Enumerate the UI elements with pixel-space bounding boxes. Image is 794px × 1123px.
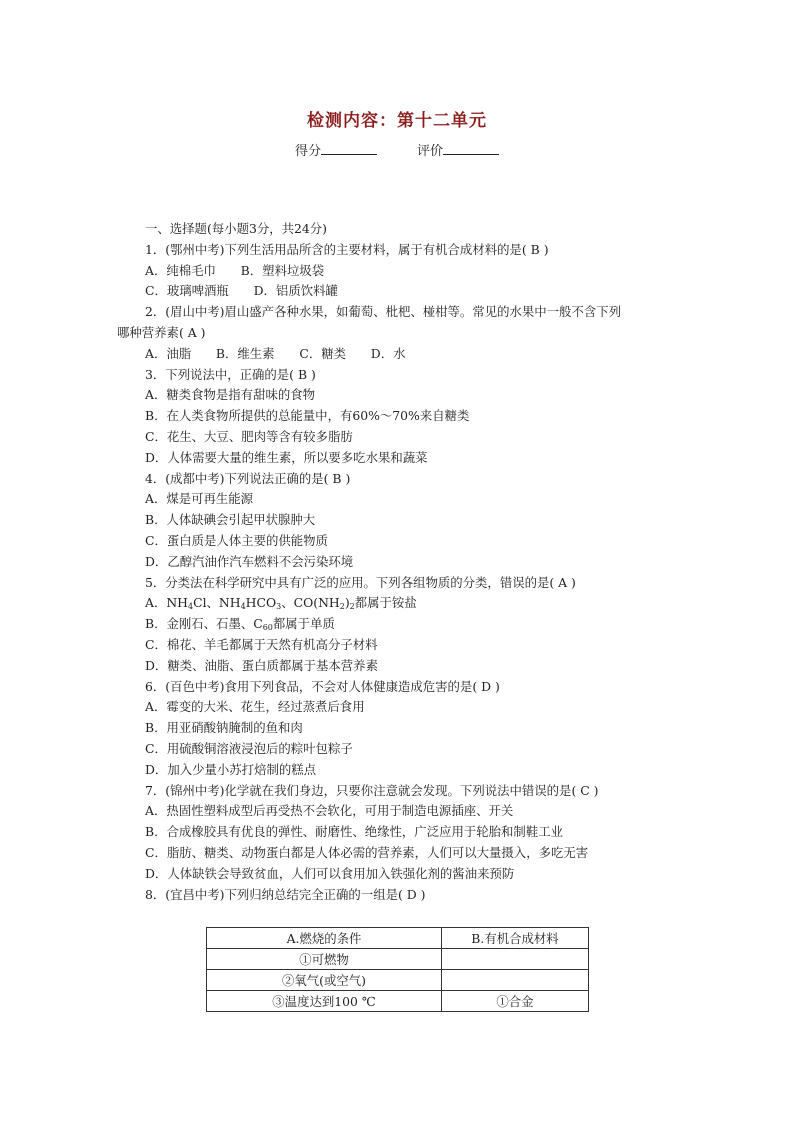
q7-option-a: A．热固性塑料成型后再受热不会软化，可用于制造电源插座、开关 [145,803,514,819]
eval-blank[interactable] [443,142,499,155]
q5-option-d: D．糖类、油脂、蛋白质都属于基本营养素 [145,657,378,673]
q3-option-b: B．在人类食物所提供的总能量中，有60%～70%来自糖类 [145,408,470,424]
q3-option-c: C．花生、大豆、肥肉等含有较多脂肪 [145,428,353,444]
q4-option-b: B．人体缺碘会引起甲状腺肿大 [145,512,316,528]
q4-stem: 4．(成都中考)下列说法正确的是( B ) [145,470,351,486]
q5-option-a: A．$NH_4Cl$、$NH_4HCO_3$、$CO(NH_2)_2$都属于铵盐 [145,595,417,612]
table-cell: ①合金 [442,991,589,1012]
question-body [117,219,687,905]
score-row [0,140,794,159]
eval-label: 评价 [417,144,444,159]
q7-option-c: C．脂肪、糖类、动物蛋白都是人体必需的营养素，人们可以大量摄入，多吃无害 [145,844,589,860]
q7-option-b: B．合成橡胶具有优良的弹性、耐磨性、绝缘性，广泛应用于轮胎和制鞋工业 [145,824,563,840]
q6-option-b: B．用亚硝酸钠腌制的鱼和肉 [145,720,303,736]
q1-options-row2: C．玻璃啤酒瓶 D．铝质饮料罐 [145,283,338,299]
q3-stem: 3．下列说法中，正确的是( B ) [145,366,316,382]
q2-stem-line1: 2．(眉山中考)眉山盛产各种水果，如葡萄、枇杷、椪柑等。常见的水果中一般不含下列 [145,304,622,320]
table-header-b: B.有机合成材料 [442,928,589,949]
table-cell: ②氧气(或空气) [207,970,442,991]
table-row [207,949,589,970]
q6-option-c: C．用硫酸铜溶液浸泡后的粽叶包粽子 [145,740,353,756]
q4-option-d: D．乙醇汽油作汽车燃料不会污染环境 [145,553,354,569]
section-heading: 一、选择题(每小题3分，共24分) [145,221,328,236]
q6-option-d: D．加入少量小苏打焙制的糕点 [145,761,317,777]
q5-option-b: B．金刚石、石墨、$C_{60}$都属于单质 [145,616,335,633]
table-row [207,991,589,1012]
q5-option-c: C．棉花、羊毛都属于天然有机高分子材料 [145,636,378,652]
q3-option-d: D．人体需要大量的维生素，所以要多吃水果和蔬菜 [145,449,428,465]
q2-stem-line2: 哪种营养素( A ) [117,324,206,340]
q8-table [206,927,589,1012]
q6-stem: 6．(百色中考)食用下列食品，不会对人体健康造成危害的是( D ) [145,678,500,694]
table-cell: ③温度达到100 ℃ [207,991,442,1012]
score-label: 得分 [294,144,321,159]
q1-stem: 1．(鄂州中考)下列生活用品所含的主要材料，属于有机合成材料的是( B ) [145,241,549,257]
table-cell [442,970,589,991]
table-header-a: A.燃烧的条件 [207,928,442,949]
q1-options-row1: A．纯棉毛巾 B．塑料垃圾袋 [145,262,325,278]
table-cell [442,949,589,970]
table-header-row [207,928,589,949]
q2-options: A．油脂 B．维生素 C．糖类 D．水 [145,345,406,361]
table-cell: ①可燃物 [207,949,442,970]
page-title: 检测内容：第十二单元 [307,111,487,131]
q4-option-a: A．煤是可再生能源 [145,491,254,507]
table-row [207,970,589,991]
q3-option-a: A．糖类食物是指有甜味的食物 [145,387,316,403]
q5-stem: 5．分类法在科学研究中具有广泛的应用。下列各组物质的分类，错误的是( A ) [145,574,576,590]
q8-stem: 8．(宜昌中考)下列归纳总结完全正确的一组是( D ) [145,886,426,902]
q4-option-c: C．蛋白质是人体主要的供能物质 [145,532,328,548]
q6-option-a: A．霉变的大米、花生，经过蒸煮后食用 [145,699,365,715]
score-blank[interactable] [321,142,377,155]
q7-option-d: D．人体缺铁会导致贫血，人们可以食用加入铁强化剂的酱油来预防 [145,865,515,881]
q7-stem: 7．(锦州中考)化学就在我们身边，只要你注意就会发现。下列说法中错误的是( C ) [145,782,599,798]
